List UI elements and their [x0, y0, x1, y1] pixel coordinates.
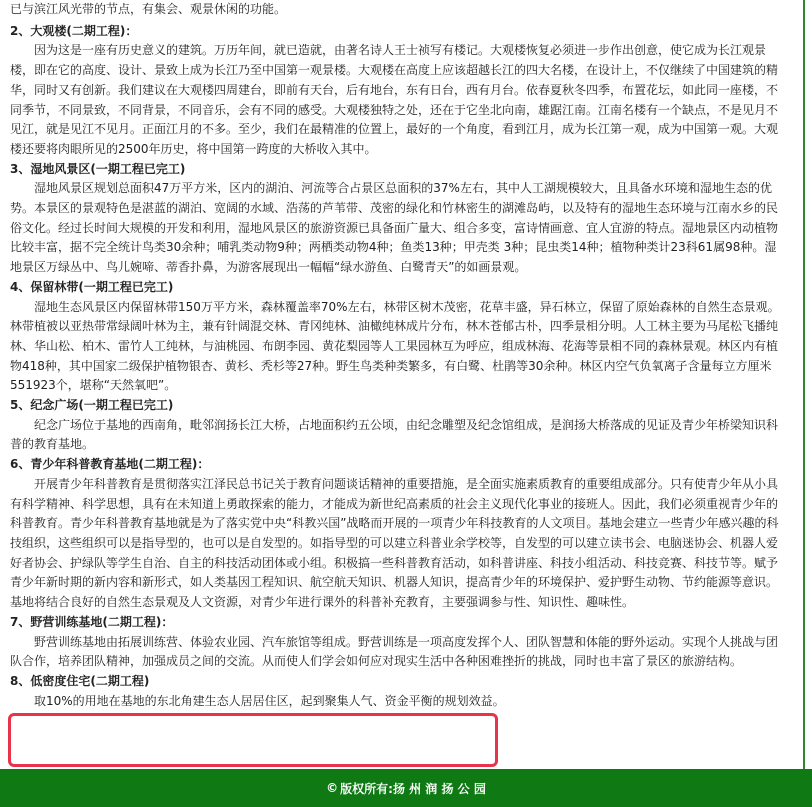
section-title: 8、低密度住宅(二期工程) — [10, 673, 150, 688]
intro-text: 已与滨江风光带的节点，有集会、观景休闲的功能。 — [10, 2, 287, 16]
section-low-density-housing — [10, 672, 788, 711]
section-memorial-square — [10, 396, 788, 455]
section-title: 2、大观楼(二期工程)： — [10, 23, 138, 38]
section-youth-science-base — [10, 455, 788, 613]
section-wetland — [10, 160, 788, 278]
section-title: 7、野营训练基地(二期工程)： — [10, 614, 174, 629]
section-body: 湿地生态风景区内保留林带150万平方米，森林覆盖率70%左右，林带区树木茂密，花草丰盛，异石林立，保留了原始森林的自然生态景观。林带植被以亚热带常绿阔叶林为主，兼有针阔混交林、青冈纯林、油橄纯林成片分布，林木苍郁古朴，四季景相分明。人工林主要为马尾松飞播纯林、华山松、柏木、雷竹人工纯林，与油桃园、布朗李园、黄花梨园等人工果园林互为呼应，组成林海、花海等景相不同的森林景观。林区内有植物418种，其中国家二级保护植物银杏、黄杉、秃杉等27种。野生鸟类种类繁多，有白鹭、杜鹃等30余种。林区内空气负氧离子含量每立方厘米551923个，堪称“天然氧吧”。 — [10, 299, 780, 393]
right-border — [803, 0, 812, 769]
section-forest-belt — [10, 278, 788, 396]
section-body: 湿地风景区规划总面积47万平方米，区内的湖泊、河流等合占景区总面积的37%左右，其中人工湖规模较大，且具备水环境和湿地生态的优势。本景区的景观特色是湛蓝的湖泊、宽阔的水域、浩荡的芦苇带、茂密的绿化和竹林密生的湖滩岛屿，以及特有的湿地生态环境与江南水乡的民俗文化。经过长时间大规模的开发和利用，湿地风景区的旅游资源已具备面广量大、组合多变，富诗情画意、宜人宜游的特点。湿地景区内动植物比较丰富，据不完全统计鸟类30余种；哺乳类动物9种；两栖类动物4种；鱼类13种；甲壳类 3种；昆虫类14种；植物种类计23科61属98种。湿地景区万绿丛中、鸟儿婉啼、蒂香扑鼻，为游客展现出一幅幅“绿水游鱼、白鹭青天”的如画景观。 — [10, 181, 779, 275]
highlight-box — [8, 713, 498, 767]
section-camp-training-base — [10, 613, 788, 672]
section-body: 取10%的用地在基地的东北角建生态人居居住区，起到聚集人气、资金平衡的规划效益。 — [34, 693, 505, 708]
section-grand-tower — [10, 22, 788, 160]
section-body: 因为这是一座有历史意义的建筑。万历年间，就已造就，由著名诗人王士祯写有楼记。大观楼恢复必须进一步作出创意，使它成为长江观景楼，即在它的高度、设计、景致上成为长江乃至中国第一观景楼。大观楼在高度上应该超越长江的四大名楼，在设计上，不仅继续了中国建筑的精华，同时又有创新。我们建议在大观楼四周建台，即前有天台，后有地台，东有日台，西有月台。依春夏秋冬四季，布置花坛，如此同一座楼，不同季节，不同景致，不同背景，不同音乐，会有不同的感受。大观楼独特之处，还在于它坐北向南，雄踞江南。江南名楼有一个缺点，不是见月不见江，就是见江不见月。正面江月的不多。至少，我们在最精准的位置上，最好的一个角度，看到江月，成为长江第一观，成为中国第一观。大观楼还要将肉眼所见的2500年历史，将中国第一跨度的大桥收入其中。 — [10, 43, 779, 156]
section-title: 5、纪念广场(一期工程已完工) — [10, 398, 174, 413]
section-body: 开展青少年科普教育是贯彻落实江泽民总书记关于教育问题谈话精神的重要措施，是全面实施素质教育的重要组成部分。只有使青少年从小具有科学精神、科学思想，具有在未知道上勇敢探索的能力，才能成为新世纪高素质的社会主义现代化事业的接班人。因此，我们必须重视青少年的科普教育。青少年科普教育基地就是为了落实党中央“科教兴国”战略而开展的一项青少年科技教育的人文项目。基地会建立一些青少年感兴趣的科技组织，这些组织可以是指导型的，也可以是自发型的。如指导型的可以建立科普业余学校等，自发型的可以建立读书会、电脑迷协会、机器人爱好者协会、护绿队等学生自治、自主的科技活动团体或小组。积极搞一些科普教育活动，如科普讲座、科技小组活动、科技竞赛、科技节等。赋予青少年新时期的新内容和新形式，如人类基因工程知识、航空航天知识、机器人知识，提高青少年的环境保护、爱护野生动物、节约能源等意识。基地将结合良好的自然生态景观及人文资源，对青少年进行课外的科普补充教育，主要强调参与性、知识性、趣味性。 — [10, 476, 779, 610]
copyright-icon: © — [326, 781, 339, 795]
section-title: 3、湿地风景区(一期工程已完工) — [10, 161, 186, 176]
section-body: 纪念广场位于基地的西南角，毗邻润扬长江大桥，占地面积约五公顷，由纪念雕塑及纪念馆组成，是润扬大桥落成的见证及青少年桥梁知识科普的教育基地。 — [10, 417, 779, 452]
section-title: 6、青少年科普教育基地(二期工程)： — [10, 457, 210, 472]
section-body: 野营训练基地由拓展训练营、体验农业园、汽车旅馆等组成。野营训练是一项高度发挥个人、团队智慧和体能的野外运动。实现个人挑战与团队合作，培养团队精神，加强成员之间的交流。从而使人们学会如何应对现实生活中各种困难挫折的挑战，同时也丰富了景区的旅游结构。 — [10, 634, 779, 669]
footer — [0, 769, 812, 807]
section-title: 4、保留林带(一期工程已完工) — [10, 279, 174, 294]
footer-copyright-text: 版权所有:扬 州 润 扬 公 园 — [340, 781, 486, 796]
